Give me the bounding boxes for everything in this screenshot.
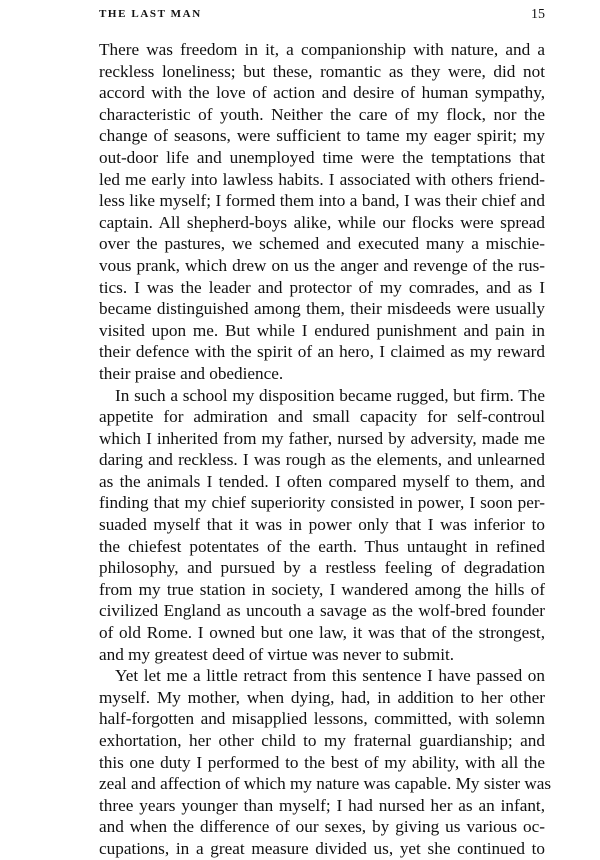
text-line: appetite for admiration and small capacity for self-controul xyxy=(99,407,545,427)
text-line: less like myself; I formed them into a band, I was their chief and xyxy=(99,191,545,211)
text-line: became distinguished among them, their misdeeds were usually xyxy=(99,299,545,319)
text-line: out-door life and unemployed time were the temptations that xyxy=(99,147,545,167)
text-line: as the animals I tended. I often compared myself to them, and xyxy=(99,471,545,491)
text-line: characteristic of youth. Neither the care of my flock, nor the xyxy=(99,104,545,124)
text-line: captain. All shepherd-boys alike, while our flocks were spread xyxy=(99,212,545,232)
text-line: tics. I was the leader and protector of my comrades, and as I xyxy=(99,277,545,297)
text-line: change of seasons, were sufficient to tame my eager spirit; my xyxy=(99,126,545,146)
text-line: finding that my chief superiority consisted in power, I soon per- xyxy=(99,493,545,513)
paragraph xyxy=(99,39,545,385)
text-line: philosophy, and pursued by a restless feeling of degradation xyxy=(99,558,545,578)
text-line: half-forgotten and misapplied lessons, committed, with solemn xyxy=(99,709,545,729)
text-line: In such a school my disposition became rugged, but firm. The xyxy=(115,385,545,405)
text-line: and my greatest deed of virtue was never to submit. xyxy=(99,644,455,664)
text-line: and when the difference of our sexes, by giving us various oc- xyxy=(99,817,545,837)
text-line: vous prank, which drew on us the anger and revenge of the rus- xyxy=(99,255,545,275)
text-line: three years younger than myself; I had nursed her as an infant, xyxy=(99,795,545,815)
text-line: visited upon me. But while I endured punishment and pain in xyxy=(99,320,545,340)
text-line: this one duty I performed to the best of my ability, with all the xyxy=(99,752,545,772)
text-line: Yet let me a little retract from this sentence I have passed on xyxy=(115,666,545,686)
text-line: of old Rome. I owned but one law, it was that of the strongest, xyxy=(99,623,545,643)
text-line: accord with the love of action and desire of human sympathy, xyxy=(99,83,545,103)
text-line: over the pastures, we schemed and executed many a mischie- xyxy=(99,234,545,254)
text-line: civilized England as uncouth a savage as the wolf-bred founder xyxy=(99,601,545,621)
body-text xyxy=(99,39,552,860)
running-head xyxy=(99,8,545,28)
text-line: cupations, in a great measure divided us, yet she continued to xyxy=(99,838,545,858)
text-line: reckless loneliness; but these, romantic as they were, did not xyxy=(99,61,545,81)
paragraph xyxy=(99,385,545,666)
text-line: their praise and obedience. xyxy=(99,363,284,383)
text-line: suaded myself that it was in power only that I was inferior to xyxy=(99,515,545,535)
paragraph xyxy=(99,665,552,859)
page-number: 15 xyxy=(531,7,545,22)
running-title: THE LAST MAN xyxy=(99,8,202,20)
text-line: exhortation, her other child to my fraternal guardianship; and xyxy=(99,731,545,750)
text-line: daring and reckless. I was rough as the elements, and unlearned xyxy=(99,450,545,470)
text-line: myself. My mother, when dying, had, in addition to her other xyxy=(99,687,545,707)
text-line: led me early into lawless habits. I associated with others friend- xyxy=(99,169,545,189)
text-line: zeal and affection of which my nature was capable. My sister was xyxy=(99,774,552,794)
text-line: the chiefest potentates of the earth. Thus untaught in refined xyxy=(99,536,545,556)
text-line: from my true station in society, I wandered among the hills of xyxy=(99,579,545,599)
text-line: There was freedom in it, a companionship with nature, and a xyxy=(99,40,545,59)
text-line: their defence with the spirit of an hero, I claimed as my reward xyxy=(99,342,545,362)
text-line: which I inherited from my father, nursed by adversity, made me xyxy=(99,428,545,448)
